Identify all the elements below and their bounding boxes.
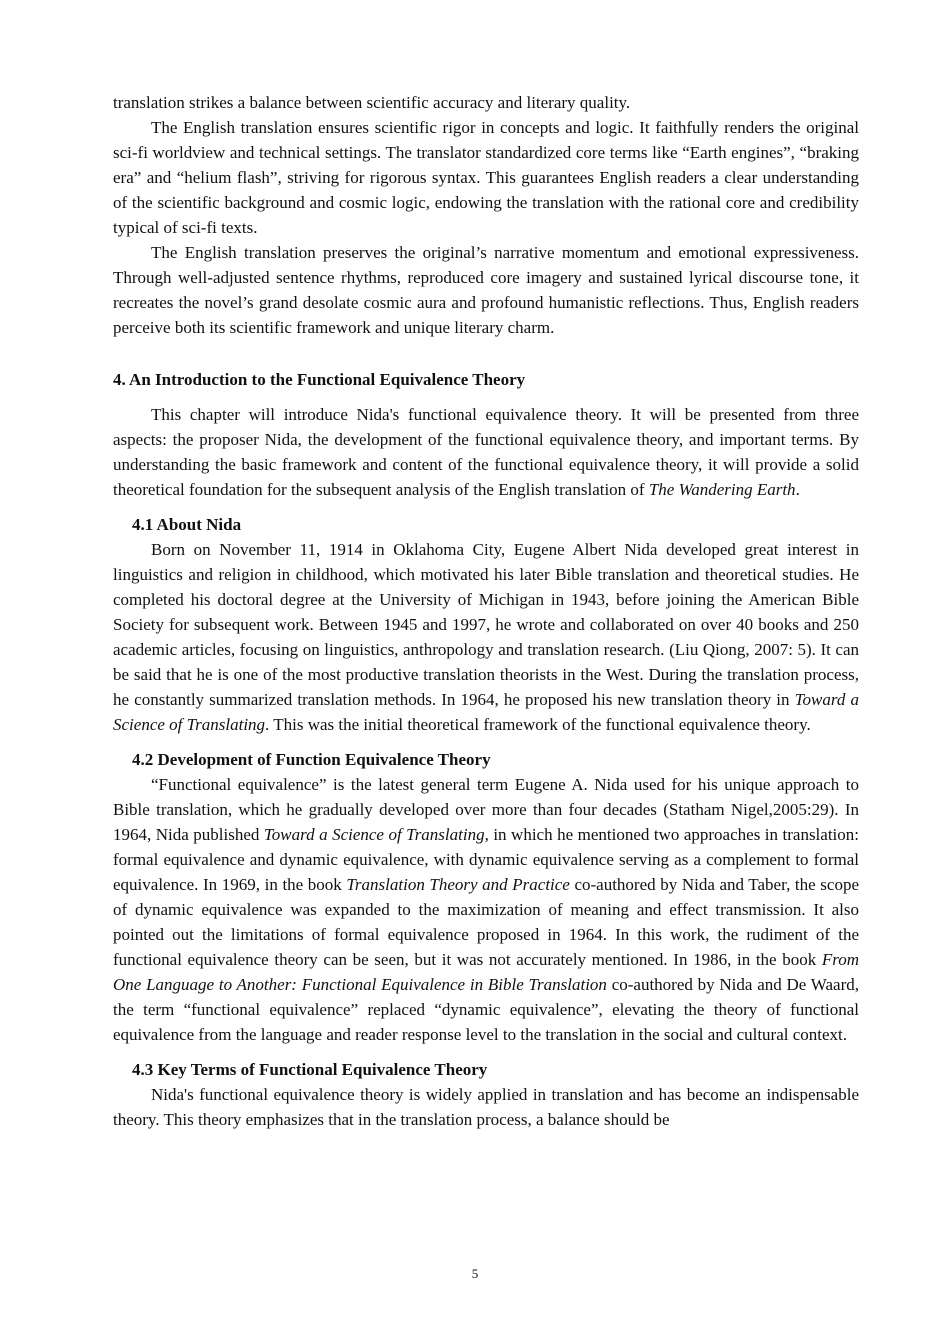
book-title-toward-science-2: Toward a Science of Translating [263,825,485,844]
section-4-1-text-end: . This was the initial theoretical framework of the functional equivalence theory. [265,715,811,734]
chapter-4-intro-end: . [795,480,800,499]
page-number: 5 [471,1266,479,1281]
section-4-1-heading: 4.1 About Nida [132,515,242,534]
chapter-4-intro-text: This chapter will introduce Nida's functional equivalence theory. It will be presented from three aspects: the proposer Nida, the development of the functional equivalence theory, and important terms. By understanding the basic framework and content of the functional equivalence theory, it will provide a solid theoretical foundation for the subsequent analysis of the English translation of [113,405,859,499]
book-title-translation-theory: Translation Theory and Practice [346,875,570,894]
paragraph-continuation: translation strikes a balance between scientific accuracy and literary quality. [113,93,631,112]
chapter-4-intro [113,402,859,502]
book-title-toward-science: Toward a Science of Translating [113,690,859,734]
section-4-2-text-c: co-authored by Nida and Taber, the scope of dynamic equivalence was expanded to the maximization of meaning and effect transmission. It also pointed out the limitations of formal equivalence proposed in 1964. In this work, the rudiment of the functional equivalence theory can be seen, but it was not accurately mentioned. In 1986, in the book [113,875,859,969]
section-4-3-paragraph: Nida's functional equivalence theory is widely applied in translation and has become an indispensable theory. This theory emphasizes that in the translation process, a balance should be [113,1085,859,1129]
section-4-3-heading: 4.3 Key Terms of Functional Equivalence Theory [132,1060,488,1079]
section-4-2-text-a: “Functional equivalence” is the latest general term Eugene A. Nida used for his unique approach to Bible translation, which he gradually developed over more than four decades (Statham Nigel,2005:29). In 1964, Nida published [113,775,859,844]
paragraph-narrative-momentum: The English translation preserves the original’s narrative momentum and emotional expressiveness. Through well-adjusted sentence rhythms, reproduced core imagery and sustained lyrical discourse tone, it recreates the novel’s grand desolate cosmic aura and profound humanistic reflections. Thus, English readers perceive both its scientific framework and unique literary charm. [113,243,859,337]
section-4-2-paragraph [113,772,859,1047]
chapter-4-heading: 4. An Introduction to the Functional Equivalence Theory [113,370,526,389]
paragraph-scientific-rigor: The English translation ensures scientific rigor in concepts and logic. It faithfully renders the original sci-fi worldview and technical settings. The translator standardized core terms like “Earth engines”, “braking era” and “helium flash”, striving for rigorous syntax. This guarantees English readers a clear understanding of the scientific background and cosmic logic, endowing the translation with the rational core and credibility typical of sci-fi texts. [113,118,859,237]
section-4-2-heading: 4.2 Development of Function Equivalence Theory [132,750,491,769]
section-4-1-text: Born on November 11, 1914 in Oklahoma City, Eugene Albert Nida developed great interest in linguistics and religion in childhood, which motivated his later Bible translation and theoretical studies. He completed his doctoral degree at the University of Michigan in 1943, before joining the American Bible Society for subsequent work. Between 1945 and 1997, he wrote and collaborated on over 40 books and 250 academic articles, focusing on linguistics, anthropology and translation research. (Liu Qiong, 2007: 5). It can be said that he is one of the most productive translation theorists in the West. During the translation process, he constantly summarized translation methods. In 1964, he proposed his new translation theory in [113,540,859,709]
book-title-from-one-language: From One Language to Another: Functional Equivalence in Bible Translation [113,950,859,994]
book-title-wandering-earth: The Wandering Earth [648,480,796,499]
section-4-2-text-d: co-authored by Nida and De Waard, the term “functional equivalence” replaced “dynamic equivalence”, elevating the theory of functional equivalence from the language and reader response level to the translation in the social and cultural context. [113,975,859,1044]
section-4-2-text-b: , in which he mentioned two approaches in translation: formal equivalence and dynamic equivalence, with dynamic equivalence serving as a complement to formal equivalence. In 1969, in the book [113,825,859,894]
section-4-1-paragraph [113,537,859,737]
page-body [113,90,859,1132]
